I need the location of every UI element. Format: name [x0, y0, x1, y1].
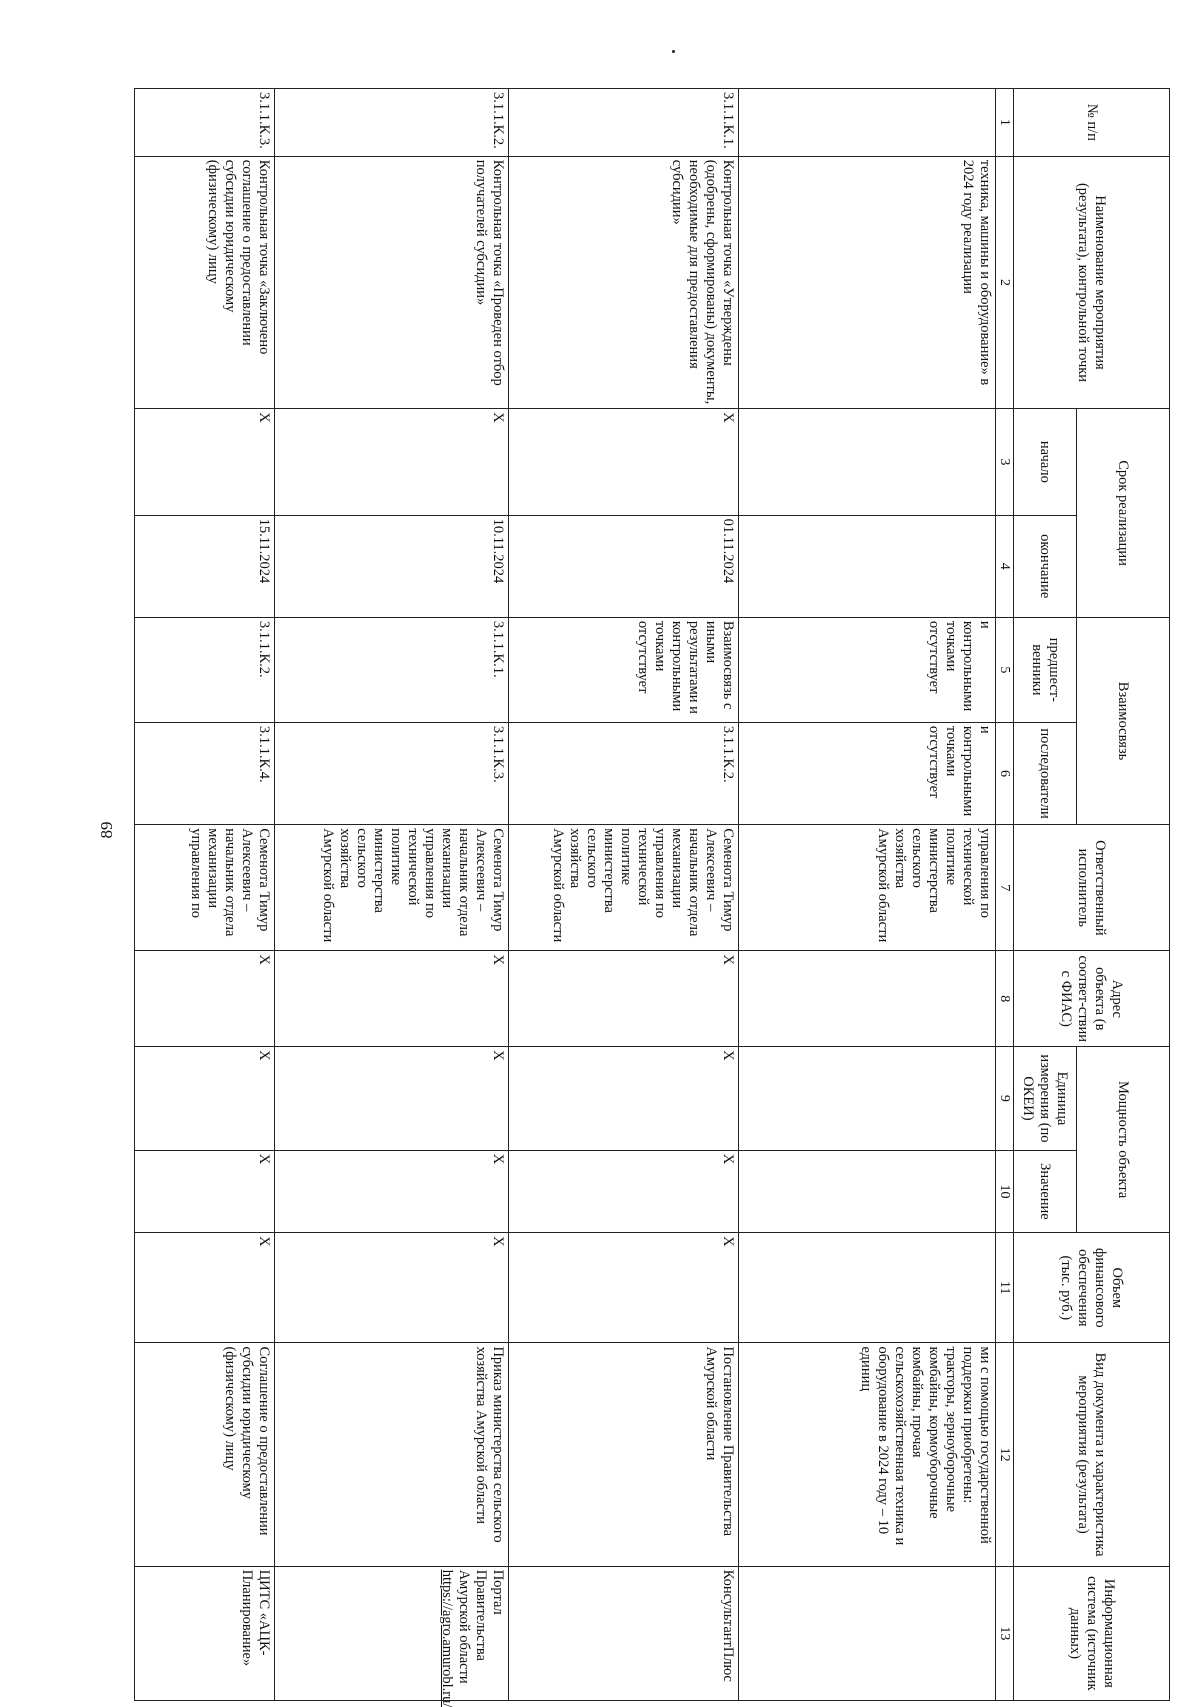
- column-number: 10: [996, 1150, 1014, 1232]
- column-number: 3: [996, 409, 1014, 515]
- header-finance: Объем финансового обеспечения (тыс. руб.): [1014, 1233, 1170, 1343]
- column-number: 4: [996, 515, 1014, 617]
- rotated-table-page: [134, 88, 1170, 1707]
- row-number: 3.1.1.К.2.: [275, 89, 509, 157]
- row-finance: X: [135, 1233, 275, 1343]
- row-successors: 3.1.1.К.3.: [275, 722, 509, 824]
- header-executor: Ответственный исполнитель: [1014, 825, 1170, 951]
- agro-portal-link[interactable]: https://agro.amurobl.ru/: [439, 1569, 456, 1707]
- row-address: [738, 951, 995, 1047]
- column-number: 5: [996, 617, 1014, 722]
- row-system: ЦИТС «АЦК-Планирование»: [135, 1566, 275, 1700]
- header-link: Взаимосвязь: [1077, 617, 1170, 824]
- row-successors: 3.1.1.К.4.: [135, 722, 275, 824]
- row-name: техника, машины и оборудование» в 2024 году реализации: [738, 156, 995, 408]
- row-executor: Семенота Тимур Алексеевич – начальник отдела механизации управления по технической политике министерства сельского хозяйства Амурской области: [509, 825, 739, 951]
- row-unit: X: [275, 1047, 509, 1151]
- column-number: 12: [996, 1343, 1014, 1566]
- row-predecessors: и контрольными точками отсутствует: [738, 617, 995, 722]
- header-unit: Единица измерения (по ОКЕИ): [1014, 1047, 1077, 1151]
- row-value: X: [135, 1150, 275, 1232]
- row-document: Приказ министерства сельского хозяйства Амурской области: [275, 1343, 509, 1566]
- row-number: 3.1.1.К.3.: [135, 89, 275, 157]
- row-finance: X: [509, 1233, 739, 1343]
- row-successors: и контрольными точками отсутствует: [738, 722, 995, 824]
- row-start: X: [275, 409, 509, 515]
- row-system: КонсультантПлюс: [509, 1566, 739, 1700]
- row-start: [738, 409, 995, 515]
- row-system: [275, 1566, 509, 1707]
- row-value: X: [275, 1150, 509, 1232]
- row-unit: [738, 1047, 995, 1151]
- header-address: Адрес объекта (в соответ-ствии с ФИАС): [1014, 951, 1170, 1047]
- row-predecessors: 3.1.1.К.2.: [135, 617, 275, 722]
- row-finance: [738, 1233, 995, 1343]
- column-number: 6: [996, 722, 1014, 824]
- page-number: 89: [97, 821, 116, 839]
- column-number: 13: [996, 1566, 1014, 1700]
- row-value: [738, 1150, 995, 1232]
- row-address: X: [509, 951, 739, 1047]
- column-number: 8: [996, 951, 1014, 1047]
- table-row: [509, 89, 739, 1701]
- row-predecessors: Взаимосвязь с иными результатами и контрольными точками отсутствует: [509, 617, 739, 722]
- row-successors: 3.1.1.К.2.: [509, 722, 739, 824]
- header-term: Срок реализации: [1077, 409, 1170, 618]
- row-address: X: [275, 951, 509, 1047]
- column-number: 7: [996, 825, 1014, 951]
- row-finance: X: [275, 1233, 509, 1343]
- table-row: [135, 89, 275, 1701]
- row-document: ми с помощью государственной поддержки приобретены: тракторы, зерноуборочные комбайны, кормоуборочные комбайны, прочая сельскохозяйственная техника и оборудование в 2024 году – 10 единиц: [738, 1343, 995, 1566]
- row-unit: X: [509, 1047, 739, 1151]
- table-row: [275, 89, 509, 1701]
- row-address: X: [135, 951, 275, 1047]
- system-name: Портал Правительства Амурской области: [456, 1569, 507, 1684]
- column-number: 9: [996, 1047, 1014, 1151]
- row-system: [738, 1566, 995, 1700]
- row-end: 10.11.2024: [275, 515, 509, 617]
- row-executor: Семенота Тимур Алексеевич – начальник отдела механизации управления по: [135, 825, 275, 951]
- header-predecessors: предшест-венники: [1014, 617, 1077, 722]
- row-end: [738, 515, 995, 617]
- row-unit: X: [135, 1047, 275, 1151]
- header-start: начало: [1014, 409, 1077, 515]
- header-system: Информационная система (источник данных): [1014, 1566, 1170, 1700]
- header-value: Значение: [1014, 1150, 1077, 1232]
- column-number: 1: [996, 89, 1014, 157]
- row-end: 15.11.2024: [135, 515, 275, 617]
- column-number-row: [996, 89, 1014, 1701]
- header-power: Мощность объекта: [1077, 1047, 1170, 1233]
- scan-speck: [672, 50, 675, 53]
- row-predecessors: 3.1.1.К.1.: [275, 617, 509, 722]
- column-number: 11: [996, 1233, 1014, 1343]
- row-number: [738, 89, 995, 157]
- row-start: X: [135, 409, 275, 515]
- row-document: Соглашение о предоставлении субсидии юридическому (физическому) лицу: [135, 1343, 275, 1566]
- row-executor: Семенота Тимур Алексеевич – начальник отдела механизации управления по технической политике министерства сельского хозяйства Амурской области: [275, 825, 509, 951]
- row-end: 01.11.2024: [509, 515, 739, 617]
- row-document: Постановление Правительства Амурской области: [509, 1343, 739, 1566]
- plan-table: [134, 88, 1170, 1707]
- header-successors: последователи: [1014, 722, 1077, 824]
- row-start: X: [509, 409, 739, 515]
- row-executor: управления по технической политике министерства сельского хозяйства Амурской области: [738, 825, 995, 951]
- header-document: Вид документа и характеристика мероприятия (результата): [1014, 1343, 1170, 1566]
- header-end: окончание: [1014, 515, 1077, 617]
- row-name: Контрольная точка «Заключено соглашение о предоставлении субсидии юридическому (физическому) лицу: [135, 156, 275, 408]
- row-name: Контрольная точка «Утверждены (одобрены, сформированы) документы, необходимые для предоставления субсидии»: [509, 156, 739, 408]
- header-name: Наименование мероприятия (результата), контрольной точки: [1014, 156, 1170, 408]
- table-row: [738, 89, 995, 1701]
- column-number: 2: [996, 156, 1014, 408]
- row-value: X: [509, 1150, 739, 1232]
- row-name: Контрольная точка «Проведен отбор получателей субсидии»: [275, 156, 509, 408]
- row-number: 3.1.1.К.1.: [509, 89, 739, 157]
- header-number: № п/п: [1014, 89, 1170, 157]
